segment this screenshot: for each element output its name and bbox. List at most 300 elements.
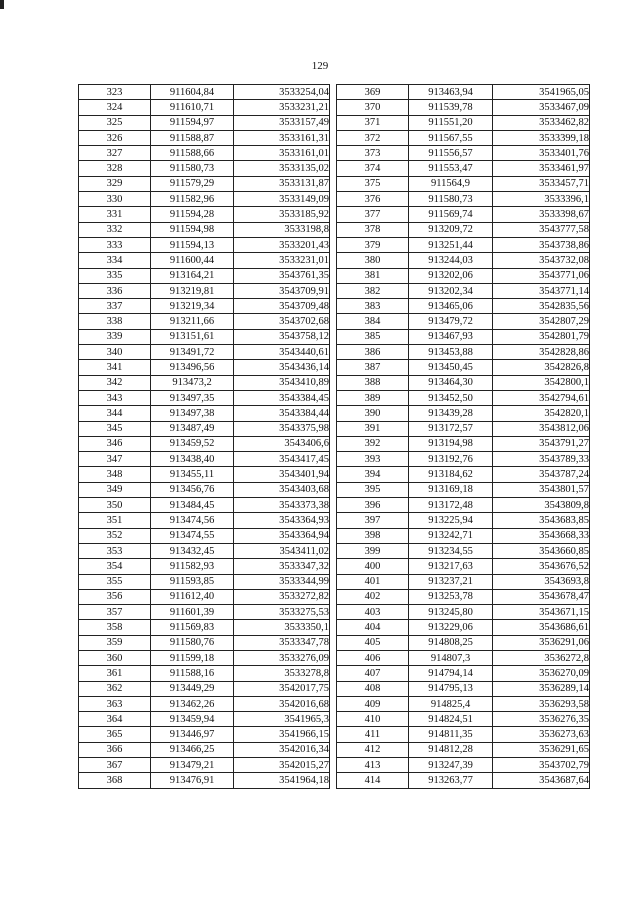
- y-coordinate-cell: 3533401,76: [493, 146, 590, 161]
- table-row: [79, 742, 330, 757]
- y-coordinate-cell: 3543364,93: [234, 513, 330, 528]
- x-coordinate-cell: 913446,97: [151, 727, 234, 742]
- x-coordinate-cell: 913172,48: [409, 498, 493, 513]
- y-coordinate-cell: 3543410,89: [234, 375, 330, 390]
- y-coordinate-cell: 3543660,85: [493, 543, 590, 558]
- point-number-cell: 339: [79, 329, 151, 344]
- scan-corner-mark: [0, 0, 4, 9]
- point-number-cell: 368: [79, 773, 151, 788]
- y-coordinate-cell: 3536291,65: [493, 742, 590, 757]
- x-coordinate-cell: 911569,74: [409, 207, 493, 222]
- point-number-cell: 411: [337, 727, 409, 742]
- table-row: [337, 390, 590, 405]
- table-row: [79, 146, 330, 161]
- x-coordinate-cell: 913164,21: [151, 268, 234, 283]
- point-number-cell: 377: [337, 207, 409, 222]
- point-number-cell: 398: [337, 528, 409, 543]
- y-coordinate-cell: 3533272,82: [234, 589, 330, 604]
- point-number-cell: 324: [79, 100, 151, 115]
- x-coordinate-cell: 913463,94: [409, 85, 493, 100]
- table-row: [79, 299, 330, 314]
- y-coordinate-cell: 3533185,92: [234, 207, 330, 222]
- y-coordinate-cell: 3536270,09: [493, 666, 590, 681]
- point-number-cell: 390: [337, 406, 409, 421]
- point-number-cell: 414: [337, 773, 409, 788]
- point-number-cell: 356: [79, 589, 151, 604]
- x-coordinate-cell: 913465,06: [409, 299, 493, 314]
- x-coordinate-cell: 913202,06: [409, 268, 493, 283]
- y-coordinate-cell: 3533254,04: [234, 85, 330, 100]
- x-coordinate-cell: 913229,06: [409, 620, 493, 635]
- y-coordinate-cell: 3533347,32: [234, 559, 330, 574]
- x-coordinate-cell: 911594,98: [151, 222, 234, 237]
- y-coordinate-cell: 3543384,44: [234, 406, 330, 421]
- table-row: [79, 589, 330, 604]
- y-coordinate-cell: 3542016,68: [234, 696, 330, 711]
- point-number-cell: 361: [79, 666, 151, 681]
- table-row: [79, 559, 330, 574]
- y-coordinate-cell: 3533399,18: [493, 130, 590, 145]
- x-coordinate-cell: 914794,14: [409, 666, 493, 681]
- x-coordinate-cell: 913497,38: [151, 406, 234, 421]
- point-number-cell: 399: [337, 543, 409, 558]
- point-number-cell: 410: [337, 712, 409, 727]
- table-row: [79, 360, 330, 375]
- point-number-cell: 325: [79, 115, 151, 130]
- table-row: [79, 421, 330, 436]
- point-number-cell: 379: [337, 237, 409, 252]
- table-row: [79, 482, 330, 497]
- point-number-cell: 342: [79, 375, 151, 390]
- x-coordinate-cell: 911569,83: [151, 620, 234, 635]
- y-coordinate-cell: 3533201,43: [234, 237, 330, 252]
- point-number-cell: 381: [337, 268, 409, 283]
- x-coordinate-cell: 913263,77: [409, 773, 493, 788]
- x-coordinate-cell: 911604,84: [151, 85, 234, 100]
- y-coordinate-cell: 3543809,8: [493, 498, 590, 513]
- y-coordinate-cell: 3533198,8: [234, 222, 330, 237]
- point-number-cell: 331: [79, 207, 151, 222]
- y-coordinate-cell: 3543771,14: [493, 283, 590, 298]
- y-coordinate-cell: 3543686,61: [493, 620, 590, 635]
- x-coordinate-cell: 911588,87: [151, 130, 234, 145]
- point-number-cell: 393: [337, 452, 409, 467]
- table-row: [337, 559, 590, 574]
- point-number-cell: 413: [337, 758, 409, 773]
- y-coordinate-cell: 3543761,35: [234, 268, 330, 283]
- table-row: [79, 528, 330, 543]
- y-coordinate-cell: 3543787,24: [493, 467, 590, 482]
- table-row: [337, 452, 590, 467]
- point-number-cell: 370: [337, 100, 409, 115]
- y-coordinate-cell: 3533149,09: [234, 192, 330, 207]
- y-coordinate-cell: 3543401,94: [234, 467, 330, 482]
- y-coordinate-cell: 3543702,68: [234, 314, 330, 329]
- y-coordinate-cell: 3543801,57: [493, 482, 590, 497]
- point-number-cell: 343: [79, 390, 151, 405]
- x-coordinate-cell: 914824,51: [409, 712, 493, 727]
- y-coordinate-cell: 3542800,1: [493, 375, 590, 390]
- table-row: [337, 436, 590, 451]
- y-coordinate-cell: 3543436,14: [234, 360, 330, 375]
- table-row: [79, 192, 330, 207]
- point-number-cell: 345: [79, 421, 151, 436]
- coordinates-table-right: [336, 84, 590, 789]
- y-coordinate-cell: 3543791,27: [493, 436, 590, 451]
- x-coordinate-cell: 913484,45: [151, 498, 234, 513]
- x-coordinate-cell: 913237,21: [409, 574, 493, 589]
- point-number-cell: 372: [337, 130, 409, 145]
- table-row: [79, 375, 330, 390]
- x-coordinate-cell: 913151,61: [151, 329, 234, 344]
- point-number-cell: 334: [79, 253, 151, 268]
- point-number-cell: 350: [79, 498, 151, 513]
- table-row: [79, 666, 330, 681]
- x-coordinate-cell: 911567,55: [409, 130, 493, 145]
- y-coordinate-cell: 3543676,52: [493, 559, 590, 574]
- point-number-cell: 336: [79, 283, 151, 298]
- x-coordinate-cell: 913466,25: [151, 742, 234, 757]
- table-row: [79, 207, 330, 222]
- x-coordinate-cell: 913497,35: [151, 390, 234, 405]
- table-row: [337, 482, 590, 497]
- point-number-cell: 364: [79, 712, 151, 727]
- x-coordinate-cell: 914812,28: [409, 742, 493, 757]
- x-coordinate-cell: 913487,49: [151, 421, 234, 436]
- table-row: [337, 589, 590, 604]
- x-coordinate-cell: 913496,56: [151, 360, 234, 375]
- table-row: [337, 467, 590, 482]
- x-coordinate-cell: 911582,93: [151, 559, 234, 574]
- y-coordinate-cell: 3543812,06: [493, 421, 590, 436]
- y-coordinate-cell: 3542017,75: [234, 681, 330, 696]
- table-row: [337, 681, 590, 696]
- y-coordinate-cell: 3533461,97: [493, 161, 590, 176]
- point-number-cell: 384: [337, 314, 409, 329]
- y-coordinate-cell: 3533347,78: [234, 635, 330, 650]
- y-coordinate-cell: 3533467,09: [493, 100, 590, 115]
- x-coordinate-cell: 911601,39: [151, 605, 234, 620]
- y-coordinate-cell: 3543758,12: [234, 329, 330, 344]
- table-row: [79, 696, 330, 711]
- y-coordinate-cell: 3543364,94: [234, 528, 330, 543]
- x-coordinate-cell: 914811,35: [409, 727, 493, 742]
- table-row: [337, 696, 590, 711]
- x-coordinate-cell: 914807,3: [409, 650, 493, 665]
- y-coordinate-cell: 3543403,68: [234, 482, 330, 497]
- table-row: [79, 329, 330, 344]
- point-number-cell: 382: [337, 283, 409, 298]
- table-row: [79, 237, 330, 252]
- table-row: [337, 773, 590, 788]
- y-coordinate-cell: 3542820,1: [493, 406, 590, 421]
- table-row: [79, 467, 330, 482]
- x-coordinate-cell: 911580,73: [151, 161, 234, 176]
- point-number-cell: 341: [79, 360, 151, 375]
- point-number-cell: 407: [337, 666, 409, 681]
- x-coordinate-cell: 913464,30: [409, 375, 493, 390]
- y-coordinate-cell: 3533457,71: [493, 176, 590, 191]
- x-coordinate-cell: 913479,72: [409, 314, 493, 329]
- table-row: [337, 329, 590, 344]
- table-row: [79, 773, 330, 788]
- table-row: [337, 207, 590, 222]
- table-row: [337, 727, 590, 742]
- y-coordinate-cell: 3543671,15: [493, 605, 590, 620]
- x-coordinate-cell: 913219,81: [151, 283, 234, 298]
- point-number-cell: 352: [79, 528, 151, 543]
- table-row: [337, 528, 590, 543]
- y-coordinate-cell: 3533231,01: [234, 253, 330, 268]
- point-number-cell: 338: [79, 314, 151, 329]
- table-row: [337, 666, 590, 681]
- x-coordinate-cell: 913245,80: [409, 605, 493, 620]
- point-number-cell: 375: [337, 176, 409, 191]
- y-coordinate-cell: 3543709,91: [234, 283, 330, 298]
- y-coordinate-cell: 3542016,34: [234, 742, 330, 757]
- x-coordinate-cell: 913234,55: [409, 543, 493, 558]
- point-number-cell: 386: [337, 345, 409, 360]
- x-coordinate-cell: 913209,72: [409, 222, 493, 237]
- y-coordinate-cell: 3541964,18: [234, 773, 330, 788]
- point-number-cell: 333: [79, 237, 151, 252]
- table-row: [337, 543, 590, 558]
- point-number-cell: 373: [337, 146, 409, 161]
- x-coordinate-cell: 913172,57: [409, 421, 493, 436]
- table-row: [337, 758, 590, 773]
- point-number-cell: 358: [79, 620, 151, 635]
- table-row: [79, 650, 330, 665]
- x-coordinate-cell: 914808,25: [409, 635, 493, 650]
- table-row: [79, 452, 330, 467]
- table-row: [337, 314, 590, 329]
- x-coordinate-cell: 913247,39: [409, 758, 493, 773]
- y-coordinate-cell: 3533276,09: [234, 650, 330, 665]
- table-row: [337, 375, 590, 390]
- y-coordinate-cell: 3542015,27: [234, 758, 330, 773]
- y-coordinate-cell: 3543687,64: [493, 773, 590, 788]
- table-row: [337, 742, 590, 757]
- x-coordinate-cell: 913242,71: [409, 528, 493, 543]
- table-row: [79, 513, 330, 528]
- y-coordinate-cell: 3542835,56: [493, 299, 590, 314]
- point-number-cell: 404: [337, 620, 409, 635]
- point-number-cell: 367: [79, 758, 151, 773]
- point-number-cell: 328: [79, 161, 151, 176]
- point-number-cell: 380: [337, 253, 409, 268]
- point-number-cell: 359: [79, 635, 151, 650]
- point-number-cell: 408: [337, 681, 409, 696]
- point-number-cell: 403: [337, 605, 409, 620]
- x-coordinate-cell: 913474,56: [151, 513, 234, 528]
- table-row: [337, 237, 590, 252]
- x-coordinate-cell: 913439,28: [409, 406, 493, 421]
- x-coordinate-cell: 913473,2: [151, 375, 234, 390]
- x-coordinate-cell: 913449,29: [151, 681, 234, 696]
- table-row: [79, 543, 330, 558]
- point-number-cell: 362: [79, 681, 151, 696]
- x-coordinate-cell: 911610,71: [151, 100, 234, 115]
- table-row: [79, 85, 330, 100]
- point-number-cell: 374: [337, 161, 409, 176]
- x-coordinate-cell: 911594,13: [151, 237, 234, 252]
- table-row: [79, 436, 330, 451]
- point-number-cell: 401: [337, 574, 409, 589]
- x-coordinate-cell: 911556,57: [409, 146, 493, 161]
- y-coordinate-cell: 3533131,87: [234, 176, 330, 191]
- table-row: [79, 283, 330, 298]
- table-row: [79, 605, 330, 620]
- table-row: [79, 100, 330, 115]
- point-number-cell: 360: [79, 650, 151, 665]
- y-coordinate-cell: 3543777,58: [493, 222, 590, 237]
- x-coordinate-cell: 911579,29: [151, 176, 234, 191]
- y-coordinate-cell: 3533161,01: [234, 146, 330, 161]
- x-coordinate-cell: 913194,98: [409, 436, 493, 451]
- table-row: [79, 727, 330, 742]
- y-coordinate-cell: 3533462,82: [493, 115, 590, 130]
- y-coordinate-cell: 3536291,06: [493, 635, 590, 650]
- y-coordinate-cell: 3543411,02: [234, 543, 330, 558]
- y-coordinate-cell: 3536293,58: [493, 696, 590, 711]
- point-number-cell: 357: [79, 605, 151, 620]
- y-coordinate-cell: 3543693,8: [493, 574, 590, 589]
- x-coordinate-cell: 913438,40: [151, 452, 234, 467]
- y-coordinate-cell: 3542801,79: [493, 329, 590, 344]
- table-row: [79, 712, 330, 727]
- table-row: [337, 498, 590, 513]
- y-coordinate-cell: 3533275,53: [234, 605, 330, 620]
- y-coordinate-cell: 3543668,33: [493, 528, 590, 543]
- table-row: [79, 574, 330, 589]
- table-row: [79, 176, 330, 191]
- x-coordinate-cell: 913217,63: [409, 559, 493, 574]
- point-number-cell: 371: [337, 115, 409, 130]
- point-number-cell: 387: [337, 360, 409, 375]
- y-coordinate-cell: 3542826,8: [493, 360, 590, 375]
- y-coordinate-cell: 3543732,08: [493, 253, 590, 268]
- x-coordinate-cell: 911593,85: [151, 574, 234, 589]
- point-number-cell: 355: [79, 574, 151, 589]
- table-row: [79, 115, 330, 130]
- point-number-cell: 366: [79, 742, 151, 757]
- x-coordinate-cell: 913450,45: [409, 360, 493, 375]
- x-coordinate-cell: 913491,72: [151, 345, 234, 360]
- point-number-cell: 353: [79, 543, 151, 558]
- y-coordinate-cell: 3543678,47: [493, 589, 590, 604]
- table-row: [337, 620, 590, 635]
- x-coordinate-cell: 911564,9: [409, 176, 493, 191]
- y-coordinate-cell: 3543738,86: [493, 237, 590, 252]
- x-coordinate-cell: 911594,28: [151, 207, 234, 222]
- point-number-cell: 394: [337, 467, 409, 482]
- x-coordinate-cell: 911553,47: [409, 161, 493, 176]
- table-row: [79, 161, 330, 176]
- x-coordinate-cell: 911588,16: [151, 666, 234, 681]
- x-coordinate-cell: 913225,94: [409, 513, 493, 528]
- point-number-cell: 405: [337, 635, 409, 650]
- x-coordinate-cell: 911551,20: [409, 115, 493, 130]
- point-number-cell: 396: [337, 498, 409, 513]
- point-number-cell: 409: [337, 696, 409, 711]
- point-number-cell: 376: [337, 192, 409, 207]
- y-coordinate-cell: 3533278,8: [234, 666, 330, 681]
- x-coordinate-cell: 913459,52: [151, 436, 234, 451]
- y-coordinate-cell: 3533161,31: [234, 130, 330, 145]
- x-coordinate-cell: 913219,34: [151, 299, 234, 314]
- x-coordinate-cell: 913455,11: [151, 467, 234, 482]
- point-number-cell: 402: [337, 589, 409, 604]
- table-row: [337, 253, 590, 268]
- table-row: [79, 268, 330, 283]
- point-number-cell: 348: [79, 467, 151, 482]
- table-row: [79, 253, 330, 268]
- y-coordinate-cell: 3543417,45: [234, 452, 330, 467]
- y-coordinate-cell: 3542794,61: [493, 390, 590, 405]
- table-row: [337, 283, 590, 298]
- y-coordinate-cell: 3543702,79: [493, 758, 590, 773]
- x-coordinate-cell: 913192,76: [409, 452, 493, 467]
- x-coordinate-cell: 913462,26: [151, 696, 234, 711]
- x-coordinate-cell: 913476,91: [151, 773, 234, 788]
- point-number-cell: 391: [337, 421, 409, 436]
- x-coordinate-cell: 913253,78: [409, 589, 493, 604]
- point-number-cell: 412: [337, 742, 409, 757]
- y-coordinate-cell: 3543683,85: [493, 513, 590, 528]
- x-coordinate-cell: 911580,76: [151, 635, 234, 650]
- x-coordinate-cell: 913459,94: [151, 712, 234, 727]
- table-row: [79, 390, 330, 405]
- y-coordinate-cell: 3543384,45: [234, 390, 330, 405]
- table-row: [337, 635, 590, 650]
- table-row: [79, 406, 330, 421]
- x-coordinate-cell: 913202,34: [409, 283, 493, 298]
- table-row: [337, 176, 590, 191]
- point-number-cell: 395: [337, 482, 409, 497]
- x-coordinate-cell: 911612,40: [151, 589, 234, 604]
- point-number-cell: 327: [79, 146, 151, 161]
- x-coordinate-cell: 913244,03: [409, 253, 493, 268]
- y-coordinate-cell: 3533350,1: [234, 620, 330, 635]
- point-number-cell: 346: [79, 436, 151, 451]
- y-coordinate-cell: 3543789,33: [493, 452, 590, 467]
- table-row: [79, 130, 330, 145]
- point-number-cell: 369: [337, 85, 409, 100]
- table-row: [79, 498, 330, 513]
- table-row: [337, 513, 590, 528]
- y-coordinate-cell: 3541965,05: [493, 85, 590, 100]
- y-coordinate-cell: 3542828,86: [493, 345, 590, 360]
- table-row: [79, 635, 330, 650]
- point-number-cell: 340: [79, 345, 151, 360]
- y-coordinate-cell: 3536273,63: [493, 727, 590, 742]
- x-coordinate-cell: 913251,44: [409, 237, 493, 252]
- table-row: [337, 192, 590, 207]
- x-coordinate-cell: 914795,13: [409, 681, 493, 696]
- point-number-cell: 332: [79, 222, 151, 237]
- point-number-cell: 378: [337, 222, 409, 237]
- x-coordinate-cell: 913452,50: [409, 390, 493, 405]
- y-coordinate-cell: 3536272,8: [493, 650, 590, 665]
- point-number-cell: 329: [79, 176, 151, 191]
- table-row: [337, 222, 590, 237]
- table-row: [337, 115, 590, 130]
- y-coordinate-cell: 3533157,49: [234, 115, 330, 130]
- point-number-cell: 349: [79, 482, 151, 497]
- table-row: [337, 100, 590, 115]
- point-number-cell: 397: [337, 513, 409, 528]
- y-coordinate-cell: 3543709,48: [234, 299, 330, 314]
